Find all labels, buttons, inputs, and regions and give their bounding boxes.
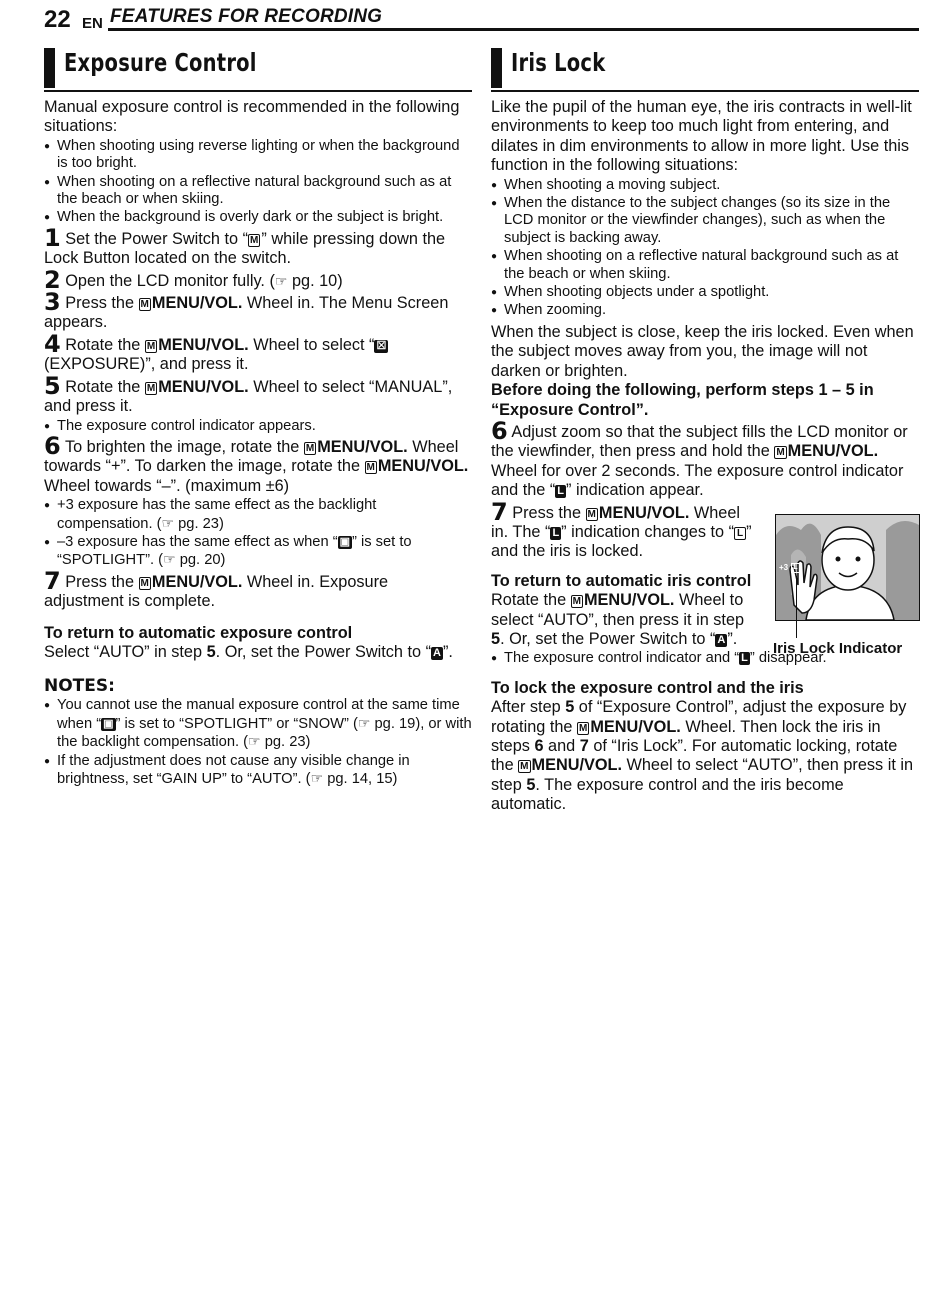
step-6-notes xyxy=(44,497,472,570)
reference-hand-icon: ☞ xyxy=(357,714,371,731)
notes-list xyxy=(44,697,472,788)
heading-bar xyxy=(44,48,55,88)
reference-hand-icon: ☞ xyxy=(163,551,176,568)
body-text: When the subject is close, keep the iris locked. Even when the subject moves away from you, the image will not darken or brighten. xyxy=(491,322,914,380)
step-1: 1 Set the Power Switch to “ M ” while pressing down the Lock Button located on the switch. xyxy=(44,223,446,268)
auto-mode-icon: A xyxy=(433,646,441,659)
exposure-icon: ☒ xyxy=(376,339,387,352)
step-5-notes xyxy=(44,418,472,435)
page-number: 22 xyxy=(44,6,71,33)
step-5: 5 Rotate the M MENU/VOL. Wheel to select “MANUAL”, and press it. xyxy=(44,371,453,416)
return-text: Rotate the M MENU/VOL. Wheel to select “AUTO”, then press it in step 5. Or, set the Power Switch to “ A ”. xyxy=(491,591,745,648)
menu-icon: M xyxy=(140,299,149,311)
menu-icon: M xyxy=(366,462,375,474)
program-ae-icon: ▣ xyxy=(103,717,114,730)
chapter-title: FEATURES FOR RECORDING xyxy=(110,6,383,27)
lock-indicator-icon: L xyxy=(557,485,565,498)
menu-icon: M xyxy=(305,442,315,454)
lock-indicator-icon: L xyxy=(552,526,560,539)
step-6: 6 To brighten the image, rotate the M MENU/VOL. Wheel towards “+”. To darken the image, rotate the M MENU/VOL. Wheel towards “–”. (maximum ±6) xyxy=(44,431,469,495)
iris-lock-section xyxy=(491,44,919,815)
menu-icon: M xyxy=(520,761,529,773)
section-title: Iris Lock xyxy=(511,48,606,77)
menu-icon: M xyxy=(579,722,588,734)
menu-icon: M xyxy=(140,577,149,589)
reference-hand-icon: ☞ xyxy=(248,733,261,750)
exposure-control-section xyxy=(44,44,472,789)
list-item: ● When shooting on a reflective natural background such as at the beach or when skiing. xyxy=(44,174,472,209)
list-item: ● When shooting on a reflective natural background such as at the beach or when skiing. xyxy=(491,248,919,283)
situation-list xyxy=(491,177,919,320)
section-heading xyxy=(44,44,472,92)
step-7: 7 Press the M MENU/VOL. Wheel in. Exposure adjustment is complete. xyxy=(44,566,389,611)
section-heading xyxy=(491,44,919,92)
indicator-leader-line xyxy=(796,576,797,638)
lock-indicator-icon: L xyxy=(741,652,748,665)
list-item: ● If the adjustment does not cause any visible change in brightness, set “GAIN UP” to “AUTO”. (☞ pg. 14, 15) xyxy=(44,753,472,789)
heading-bar xyxy=(491,48,502,88)
reference-hand-icon: ☞ xyxy=(310,770,324,786)
return-text: Select “AUTO” in step 5. Or, set the Power Switch to “ A ”. xyxy=(44,642,453,661)
list-item: ● When the background is overly dark or the subject is bright. xyxy=(44,209,472,226)
locked-indicator-icon: L xyxy=(734,527,746,540)
list-item: ● When zooming. xyxy=(491,302,919,319)
menu-icon: M xyxy=(146,382,156,394)
precondition-text: Before doing the following, perform steps 1 – 5 in “Exposure Control”. xyxy=(491,381,874,419)
reference-hand-icon: ☞ xyxy=(161,514,175,531)
section-title: Exposure Control xyxy=(64,48,257,77)
list-item: ● The exposure control indicator appears. xyxy=(44,418,472,435)
intro-text: Manual exposure control is recommended in the following situations: xyxy=(44,98,460,136)
list-item: ● –3 exposure has the same effect as when “ ▣ ” is set to “SPOTLIGHT”. (☞ pg. 20) xyxy=(44,534,472,570)
step-6: 6 Adjust zoom so that the subject fills the LCD monitor or the viewfinder, then press and hold the M MENU/VOL. Wheel for over 2 seconds. The exposure control indicator and the “ L ” indication appear. xyxy=(491,416,908,500)
intro-text: Like the pupil of the human eye, the iris contracts in well-lit environments to keep too much light from entering, and dilates in dim environments to allow in more light. Use this function in the following situations: xyxy=(491,98,912,175)
situation-list xyxy=(44,138,472,227)
list-item: ● You cannot use the manual exposure control at the same time when “ ▣ ” is set to “SPOTLIGHT” or “SNOW” (☞ pg. 19), or with the backlight compensation. (☞ pg. 23) xyxy=(44,697,472,751)
step-3: 3 Press the M MENU/VOL. Wheel in. The Menu Screen appears. xyxy=(44,288,449,332)
auto-mode-icon: A xyxy=(717,633,726,646)
menu-icon: M xyxy=(587,508,596,520)
menu-icon: M xyxy=(146,340,156,352)
program-ae-icon: ▣ xyxy=(339,535,350,548)
page-header xyxy=(44,4,919,32)
list-item: ● The exposure control indicator and “ L ” disappear. xyxy=(491,650,919,667)
step-7: 7 Press the M MENU/VOL. Wheel in. The “ L ” indication changes to “ L ” and the iris is locked. xyxy=(491,497,752,561)
step-4: 4 Rotate the M MENU/VOL. Wheel to select “ ☒ (EXPOSURE)”, and press it. xyxy=(44,329,387,374)
header-rule xyxy=(108,28,919,31)
subheading: To lock the exposure control and the iris xyxy=(491,678,804,697)
list-item: ● When shooting a moving subject. xyxy=(491,177,919,194)
subheading: To return to automatic iris control xyxy=(491,571,752,590)
language-code: EN xyxy=(82,15,103,32)
subheading: To return to automatic exposure control xyxy=(44,623,353,642)
menu-icon: M xyxy=(572,596,581,608)
list-item: ● +3 exposure has the same effect as the backlight compensation. (☞ pg. 23) xyxy=(44,497,472,533)
manual-mode-icon: M xyxy=(250,234,259,246)
return-block xyxy=(491,572,761,650)
reference-hand-icon: ☞ xyxy=(274,272,288,289)
list-item: ● When the distance to the subject changes (so its size in the LCD monitor or the viewfinder changes), such as when the subject is backing away. xyxy=(491,195,919,247)
notes-heading: NOTES: xyxy=(44,676,115,697)
menu-icon: M xyxy=(776,447,785,459)
list-item: ● When shooting objects under a spotlight. xyxy=(491,284,919,301)
illustration-caption: Iris Lock Indicator xyxy=(773,640,903,657)
list-item: ● When shooting using reverse lighting or when the background is too bright. xyxy=(44,138,472,173)
lock-text: After step 5 of “Exposure Control”, adjust the exposure by rotating the M MENU/VOL. Wheel. Then lock the iris in steps 6 and 7 of “Iris Lock”. For automatic locking, rotate the M MENU/VOL. Wheel to select “AUTO”, then press it in step 5. The exposure control and the iris become automatic. xyxy=(491,698,914,814)
lock-overlay-icon: L xyxy=(791,563,800,573)
step-2: 2 Open the LCD monitor fully. (☞ pg. 10) xyxy=(44,265,343,294)
exposure-overlay-text: +3 xyxy=(779,563,789,572)
